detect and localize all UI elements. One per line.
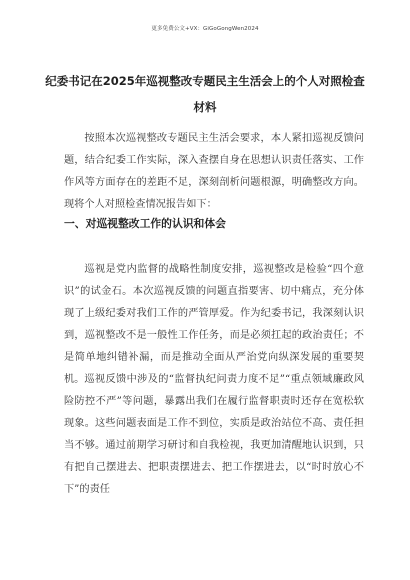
header-note: 更多免费公文+VX：GiGoGongWen2024	[151, 26, 259, 32]
section-heading: 一、对巡视整改工作的认识和体会	[64, 217, 226, 230]
body-paragraph: 巡视反馈中涉及的“监督执纪问责力度不足”“重点领域廉政风险防控不严”等问题，暴露出我们在履行监督职责时还存在宽松软现象。这些问题表面是工作不到位，实质是政治站位不高、责任担当不够。通过前期学习研讨和自我检视，我更加清醒地认识到，只有把自己摆进去、把职责摆进去、把工作摆进去，以“时时放心不下”的责任	[64, 374, 364, 495]
body-paragraph: 巡视是党内监督的战略性制度安排，巡视整改是检验“四个意识”的试金石。本次巡视反馈的问题直指要害、切中痛点，充分体现了上级纪委对我们工作的严管厚爱。作为纪委书记，我深刻认识到，巡视整改不是一般性工作任务，而是必须扛起的政治责任；不是简单地纠错补漏，而是推动全面从严治党向纵深发展的重要契机。	[64, 264, 364, 385]
intro-paragraph: 按照本次巡视整改专题民主生活会要求，本人紧扣巡视反馈问题，结合纪委工作实际，深入查摆自身在思想认识责任落实、工作作风等方面存在的差距不足，深刻剖析问题根源，明确整改方向。现将个人对照检查情况报告如下：	[64, 133, 364, 210]
document-title: 纪委书记在2025年巡视整改专题民主生活会上的个人对照检查材料	[45, 74, 365, 114]
